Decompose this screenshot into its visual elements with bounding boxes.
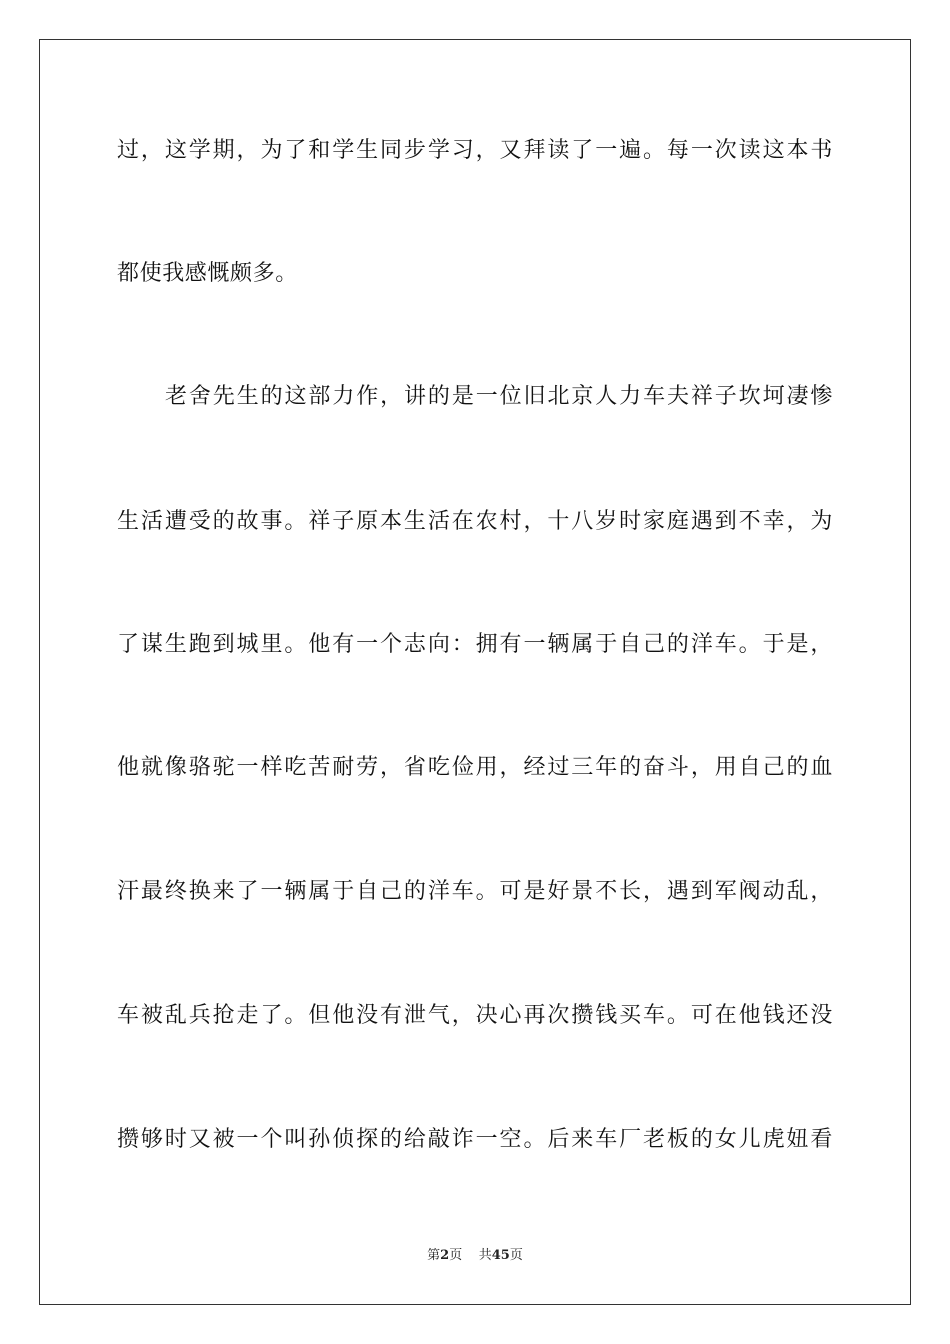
body-line-5: 了谋生跑到城里。他有一个志向：拥有一辆属于自己的洋车。于是， <box>117 632 833 657</box>
body-line-4: 生活遭受的故事。祥子原本生活在农村，十八岁时家庭遇到不幸，为 <box>117 509 833 534</box>
page-number: 2 <box>440 1248 450 1263</box>
body-line-8: 车被乱兵抢走了。但他没有泄气，决心再次攒钱买车。可在他钱还没 <box>117 1003 833 1028</box>
body-line-6: 他就像骆驼一样吃苦耐劳，省吃俭用，经过三年的奋斗，用自己的血 <box>117 755 833 780</box>
total-suffix: 页 <box>509 1248 523 1263</box>
body-line-9: 攒够时又被一个叫孙侦探的给敲诈一空。后来车厂老板的女儿虎妞看 <box>117 1127 833 1152</box>
total-pages: 45 <box>491 1248 510 1263</box>
page-prefix: 第 <box>427 1248 441 1263</box>
body-line-7: 汗最终换来了一辆属于自己的洋车。可是好景不长，遇到军阀动乱， <box>117 879 833 904</box>
page-footer <box>0 1247 950 1265</box>
page-border <box>39 39 911 1305</box>
body-line-1: 过，这学期，为了和学生同步学习，又拜读了一遍。每一次读这本书 <box>117 138 833 163</box>
body-line-2: 都使我感慨颇多。 <box>117 261 298 286</box>
page-suffix: 页 <box>449 1248 463 1263</box>
body-line-3: 老舍先生的这部力作，讲的是一位旧北京人力车夫祥子坎坷凄惨 <box>165 384 833 409</box>
total-prefix: 共 <box>478 1248 492 1263</box>
